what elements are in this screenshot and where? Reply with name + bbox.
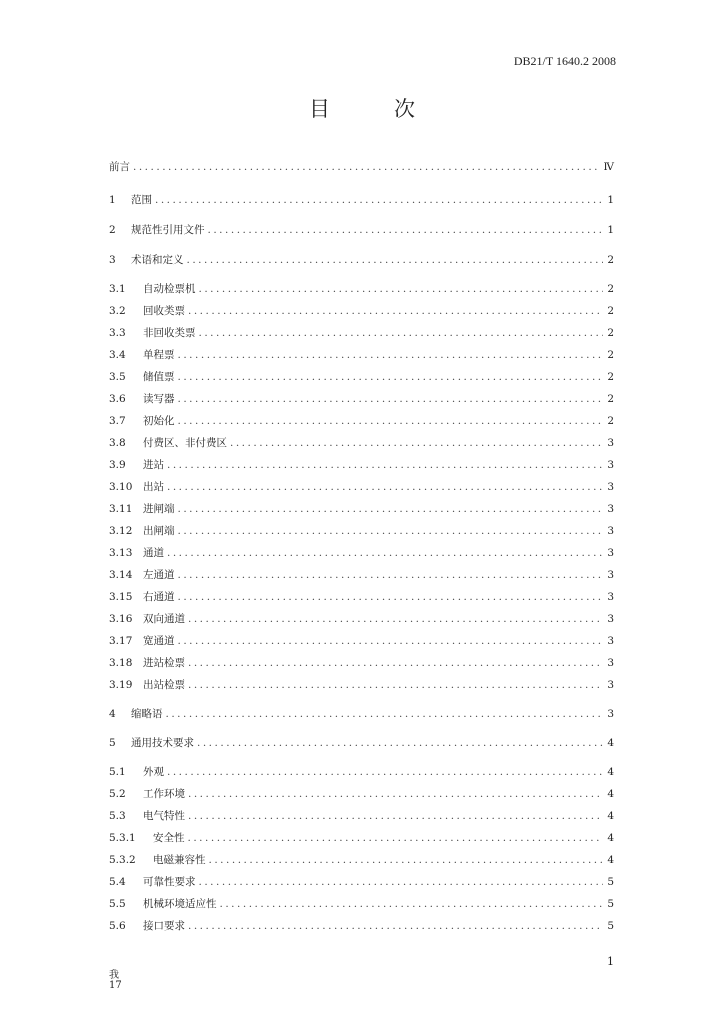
toc-entry-number: 2	[109, 224, 116, 236]
toc-entry-label: 进站检票	[143, 657, 185, 669]
toc-entry-label: 范围	[131, 194, 152, 206]
toc-entry-label: 读写器	[143, 393, 175, 405]
toc-entry[interactable]	[109, 391, 614, 405]
toc-entry[interactable]	[109, 567, 614, 581]
toc-entry-label: 右通道	[143, 591, 175, 603]
toc-entry-page: 4	[607, 832, 614, 844]
dot-leader	[220, 898, 604, 910]
toc-entry-page: 3	[607, 547, 614, 559]
toc-entry-page: 4	[607, 810, 614, 822]
toc-entry[interactable]	[109, 706, 614, 720]
toc-entry-number: 3.19	[109, 679, 133, 691]
toc-entry-page: 3	[607, 613, 614, 625]
toc-entry-label: 通用技术要求	[131, 737, 194, 749]
toc-entry-label: 出站	[143, 481, 164, 493]
toc-entry-page: 4	[607, 788, 614, 800]
toc-entry-number: 3.5	[109, 371, 126, 383]
toc-entry[interactable]	[109, 786, 614, 800]
toc-entry[interactable]	[109, 918, 614, 932]
toc-entry-label: 术语和定义	[131, 254, 184, 266]
toc-entry-number: 5.1	[109, 766, 126, 778]
dot-leader	[188, 657, 603, 669]
toc-entry[interactable]	[109, 159, 614, 173]
page-number: 1	[607, 955, 614, 968]
toc-entry-page: 4	[607, 854, 614, 866]
toc-entry[interactable]	[109, 764, 614, 778]
toc-entry-page: 3	[607, 591, 614, 603]
toc-entry-number: 5.5	[109, 898, 126, 910]
toc-entry-number: 3.9	[109, 459, 126, 471]
toc-entry-page: 3	[607, 569, 614, 581]
toc-entry-page: 4	[607, 766, 614, 778]
toc-entry-label: 出闸端	[143, 525, 175, 537]
toc-entry-number: 5	[109, 737, 116, 749]
toc-entry[interactable]	[109, 325, 614, 339]
dot-leader	[188, 810, 603, 822]
toc-entry[interactable]	[109, 735, 614, 749]
toc-entry-label: 自动检票机	[143, 283, 196, 295]
toc-entry[interactable]	[109, 303, 614, 317]
toc-entry-label: 工作环境	[143, 788, 185, 800]
toc-entry[interactable]	[109, 874, 614, 888]
dot-leader	[178, 569, 604, 581]
toc-entry-number: 3.16	[109, 613, 133, 625]
toc-entry-page: 1	[607, 224, 614, 236]
toc-entry-label: 机械环境适应性	[143, 898, 217, 910]
toc-entry[interactable]	[109, 523, 614, 537]
toc-entry-label: 非回收类票	[143, 327, 196, 339]
toc-entry[interactable]	[109, 413, 614, 427]
toc-entry-number: 3.10	[109, 481, 133, 493]
toc-entry-page: 3	[607, 503, 614, 515]
toc-entry-label: 出站检票	[143, 679, 185, 691]
toc-entry-label: 付费区、非付费区	[143, 437, 227, 449]
toc-entry-page: 3	[607, 481, 614, 493]
dot-leader	[178, 415, 604, 427]
toc-entry-label: 单程票	[143, 349, 175, 361]
toc-entry-number: 3.1	[109, 283, 126, 295]
toc-entry-page: 3	[607, 635, 614, 647]
toc-entry[interactable]	[109, 192, 614, 206]
dot-leader	[187, 254, 604, 266]
toc-entry-number: 3.14	[109, 569, 133, 581]
toc-entry[interactable]	[109, 479, 614, 493]
toc-entry-number: 4	[109, 708, 116, 720]
toc-entry-number: 3.12	[109, 525, 133, 537]
toc-entry-number: 1	[109, 194, 116, 206]
toc-entry[interactable]	[109, 611, 614, 625]
dot-leader	[199, 327, 604, 339]
footer-mark-1: 我	[109, 970, 119, 981]
dot-leader	[178, 503, 604, 515]
toc-entry-page: 2	[607, 415, 614, 427]
toc-entry-label: 缩略语	[131, 708, 163, 720]
toc-entry-number: 3.8	[109, 437, 126, 449]
toc-entry[interactable]	[109, 852, 614, 866]
toc-entry-page: 3	[607, 679, 614, 691]
toc-entry-number: 5.3.2	[109, 854, 136, 866]
toc-entry[interactable]	[109, 501, 614, 515]
toc-entry-page: 2	[607, 371, 614, 383]
toc-entry-page: 5	[607, 898, 614, 910]
toc-entry-number: 3.15	[109, 591, 133, 603]
toc-entry-number: 3.17	[109, 635, 133, 647]
toc-entry-number: 5.3	[109, 810, 126, 822]
dot-leader	[188, 679, 603, 691]
toc-entry-page: 3	[607, 437, 614, 449]
dot-leader	[188, 788, 603, 800]
dot-leader	[178, 349, 604, 361]
toc-entry-label: 安全性	[153, 832, 185, 844]
footer-mark-2: 17	[109, 980, 122, 991]
toc-entry-page: 3	[607, 525, 614, 537]
dot-leader	[230, 437, 603, 449]
dot-leader	[197, 737, 603, 749]
dot-leader	[178, 591, 604, 603]
dot-leader	[167, 459, 603, 471]
toc-entry-label: 接口要求	[143, 920, 185, 932]
dot-leader	[133, 161, 601, 173]
toc-entry-label: 储值票	[143, 371, 175, 383]
dot-leader	[166, 708, 604, 720]
toc-entry[interactable]	[109, 545, 614, 559]
toc-entry-page: 5	[607, 920, 614, 932]
toc-entry[interactable]	[109, 369, 614, 383]
toc-entry-page: 5	[607, 876, 614, 888]
toc-entry-label: 进站	[143, 459, 164, 471]
toc-entry-number: 3.7	[109, 415, 126, 427]
toc-entry-number: 3.4	[109, 349, 126, 361]
dot-leader	[167, 547, 603, 559]
toc-entry-page: Ⅳ	[603, 161, 614, 173]
toc-entry-page: 3	[607, 657, 614, 669]
toc-entry-number: 3.13	[109, 547, 133, 559]
toc-entry-label: 宽通道	[143, 635, 175, 647]
toc-entry[interactable]	[109, 435, 614, 449]
toc-entry-page: 2	[607, 349, 614, 361]
toc-entry-label: 进闸端	[143, 503, 175, 515]
toc-entry[interactable]	[109, 222, 614, 236]
toc-entry[interactable]	[109, 808, 614, 822]
dot-leader	[199, 283, 604, 295]
dot-leader	[188, 305, 603, 317]
toc-entry-page: 2	[607, 393, 614, 405]
dot-leader	[199, 876, 604, 888]
toc-entry-number: 5.6	[109, 920, 126, 932]
toc-entry[interactable]	[109, 457, 614, 471]
dot-leader	[178, 525, 604, 537]
toc-entry[interactable]	[109, 252, 614, 266]
toc-entry-number: 5.4	[109, 876, 126, 888]
toc-entry[interactable]	[109, 896, 614, 910]
dot-leader	[155, 194, 603, 206]
toc-entry-page: 2	[607, 305, 614, 317]
toc-entry-label: 初始化	[143, 415, 175, 427]
toc-entry-number: 5.2	[109, 788, 126, 800]
toc-entry[interactable]	[109, 281, 614, 295]
toc-entry-number: 3.3	[109, 327, 126, 339]
page-title	[0, 93, 724, 123]
toc-entry-label: 回收类票	[143, 305, 185, 317]
toc-entry[interactable]	[109, 589, 614, 603]
toc-entry-number: 3.2	[109, 305, 126, 317]
dot-leader	[208, 224, 604, 236]
title-char-2: 次	[394, 97, 415, 121]
dot-leader	[188, 613, 603, 625]
toc-entry-number: 3	[109, 254, 116, 266]
dot-leader	[167, 481, 603, 493]
toc-entry-label: 外观	[143, 766, 164, 778]
toc-entry-label: 前言	[109, 161, 130, 173]
toc-entry-label: 规范性引用文件	[131, 224, 205, 236]
toc-entry-page: 2	[607, 327, 614, 339]
dot-leader	[167, 766, 603, 778]
toc-entry-label: 通道	[143, 547, 164, 559]
toc-entry-label: 可靠性要求	[143, 876, 196, 888]
title-char-1: 目	[309, 97, 330, 121]
toc-entry-label: 电磁兼容性	[153, 854, 206, 866]
toc-entry-number: 3.18	[109, 657, 133, 669]
toc-entry-page: 3	[607, 459, 614, 471]
toc-entry[interactable]	[109, 677, 614, 691]
toc-entry-page: 2	[607, 254, 614, 266]
toc-entry-label: 双向通道	[143, 613, 185, 625]
dot-leader	[188, 832, 604, 844]
dot-leader	[188, 920, 603, 932]
dot-leader	[209, 854, 604, 866]
dot-leader	[178, 371, 604, 383]
dot-leader	[178, 635, 604, 647]
toc-entry[interactable]	[109, 347, 614, 361]
toc-entry-number: 3.6	[109, 393, 126, 405]
toc-entry-number: 3.11	[109, 503, 133, 515]
toc-entry[interactable]	[109, 830, 614, 844]
toc-entry[interactable]	[109, 633, 614, 647]
toc-entry-page: 2	[607, 283, 614, 295]
document-id: DB21/T 1640.2 2008	[513, 54, 616, 68]
toc-entry-number: 5.3.1	[109, 832, 136, 844]
toc-entry-page: 3	[607, 708, 614, 720]
toc-entry-page: 1	[607, 194, 614, 206]
toc-entry[interactable]	[109, 655, 614, 669]
dot-leader	[178, 393, 604, 405]
toc-entry-page: 4	[607, 737, 614, 749]
toc-entry-label: 左通道	[143, 569, 175, 581]
toc-entry-label: 电气特性	[143, 810, 185, 822]
